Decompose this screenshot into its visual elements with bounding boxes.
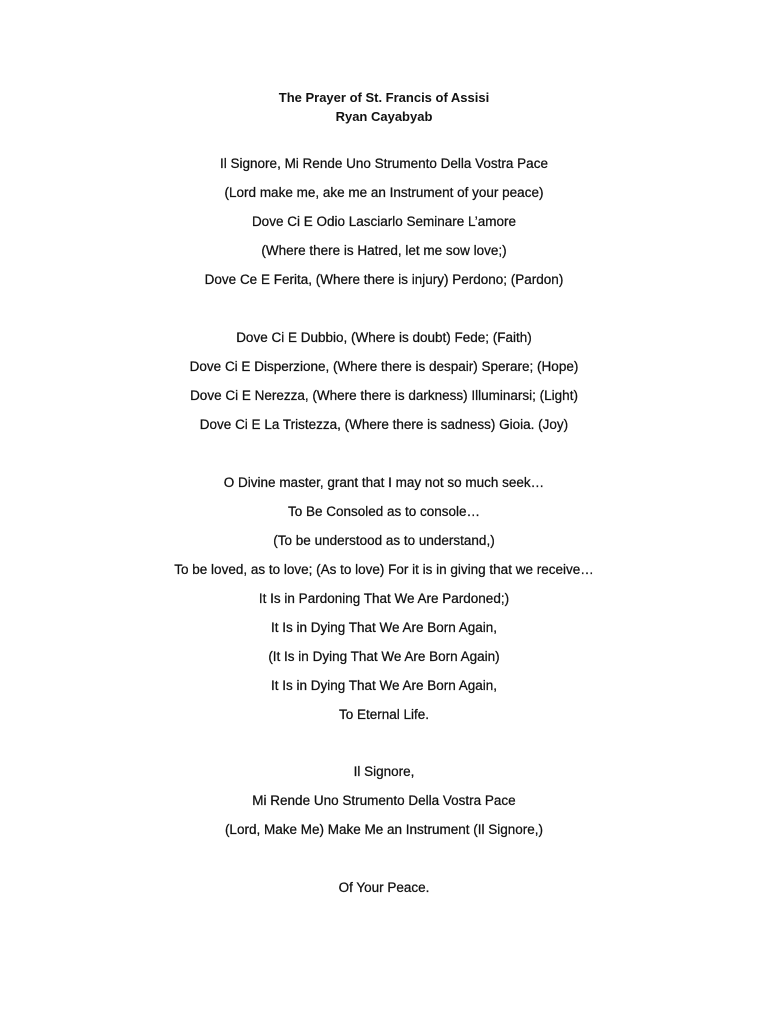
stanza-4	[0, 757, 768, 844]
verse-line: Mi Rende Uno Strumento Della Vostra Pace	[252, 793, 516, 808]
verse-line: (To be understood as to understand,)	[273, 533, 495, 548]
verse-line: Il Signore,	[353, 764, 415, 779]
stanza-1	[0, 149, 768, 294]
stanza-2	[0, 323, 768, 439]
verse-line: (Lord make me, ake me an Instrument of your peace)	[224, 185, 544, 200]
verse-line: To Eternal Life.	[338, 707, 430, 722]
verse-line: Dove Ci E Odio Lasciarlo Seminare L’amore	[251, 214, 517, 229]
verse-line: It Is in Pardoning That We Are Pardoned;)	[258, 591, 510, 606]
document-author: Ryan Cayabyab	[335, 109, 433, 124]
verse-line: (Lord, Make Me) Make Me an Instrument (Il Signore,)	[224, 822, 544, 837]
verse-line: It Is in Dying That We Are Born Again,	[270, 620, 498, 635]
verse-line: Il Signore, Mi Rende Uno Strumento Della Vostra Pace	[220, 156, 548, 171]
stanza-5	[0, 873, 768, 902]
verse-line: Dove Ci E Disperzione, (Where there is despair) Sperare; (Hope)	[189, 359, 579, 374]
verse-line: To be loved, as to love; (As to love) For it is in giving that we receive…	[174, 562, 594, 577]
verse-line: To Be Consoled as to console…	[287, 504, 481, 519]
document-title: The Prayer of St. Francis of Assisi	[278, 90, 490, 105]
verse-line: (It Is in Dying That We Are Born Again)	[268, 649, 500, 664]
verse-line: Dove Ci E Nerezza, (Where there is darkness) Illuminarsi; (Light)	[190, 388, 578, 403]
verse-line: It Is in Dying That We Are Born Again,	[270, 678, 498, 693]
verse-line: Of Your Peace.	[338, 880, 430, 895]
verse-line: Dove Ci E La Tristezza, (Where there is sadness) Gioia. (Joy)	[199, 417, 569, 432]
verse-line: Dove Ce E Ferita, (Where there is injury) Perdono; (Pardon)	[204, 272, 564, 287]
verse-line: Dove Ci E Dubbio, (Where is doubt) Fede; (Faith)	[236, 330, 532, 345]
verse-line: O Divine master, grant that I may not so much seek…	[223, 475, 545, 490]
stanza-3	[0, 468, 768, 729]
verse-line: (Where there is Hatred, let me sow love;)	[261, 243, 507, 258]
title-block	[0, 88, 768, 126]
